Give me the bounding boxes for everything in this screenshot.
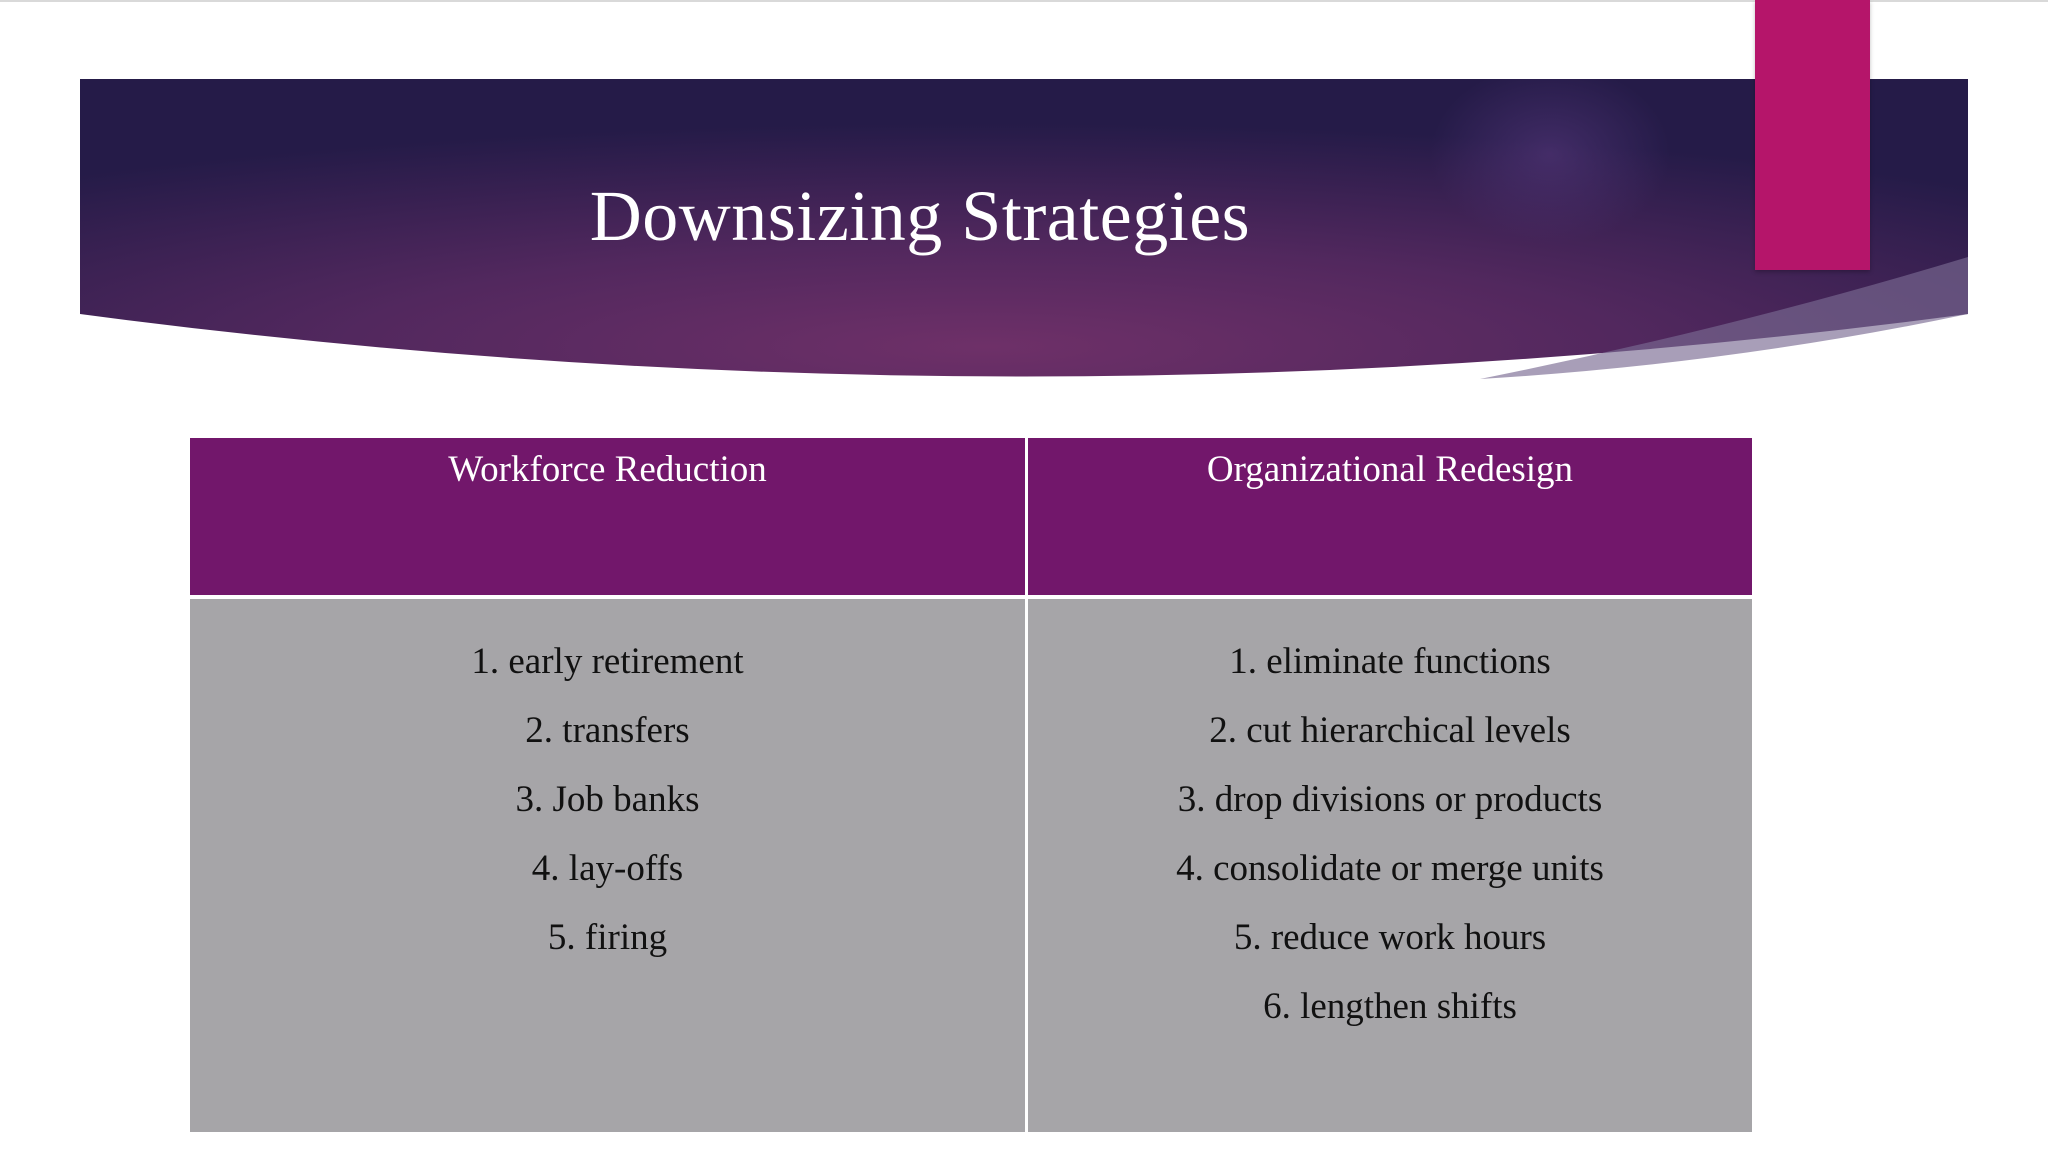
accent-tab	[1755, 0, 1870, 270]
list-item: 2. transfers	[525, 710, 690, 751]
list-item: 3. drop divisions or products	[1177, 779, 1603, 820]
column-body-workforce-reduction	[190, 599, 1025, 1132]
slide-title: Downsizing Strategies	[589, 176, 1251, 256]
strategies-table	[190, 438, 1752, 1132]
list-item: 5. reduce work hours	[1233, 917, 1547, 958]
organizational-redesign-list	[1028, 627, 1752, 1041]
list-item: 3. Job banks	[515, 779, 700, 820]
list-item: 1. early retirement	[471, 641, 744, 682]
slide	[80, 79, 1968, 1152]
list-item: 4. consolidate or merge units	[1176, 848, 1604, 889]
list-item: 4. lay-offs	[531, 848, 684, 889]
column-header-organizational-redesign: Organizational Redesign	[1028, 438, 1752, 595]
top-divider	[0, 0, 2048, 2]
list-item: 1. eliminate functions	[1229, 641, 1551, 682]
column-body-organizational-redesign	[1028, 599, 1752, 1132]
column-header-workforce-reduction: Workforce Reduction	[190, 438, 1025, 595]
list-item: 6. lengthen shifts	[1263, 986, 1517, 1027]
list-item: 2. cut hierarchical levels	[1209, 710, 1571, 751]
list-item: 5. firing	[547, 917, 668, 958]
workforce-reduction-list	[190, 627, 1025, 972]
